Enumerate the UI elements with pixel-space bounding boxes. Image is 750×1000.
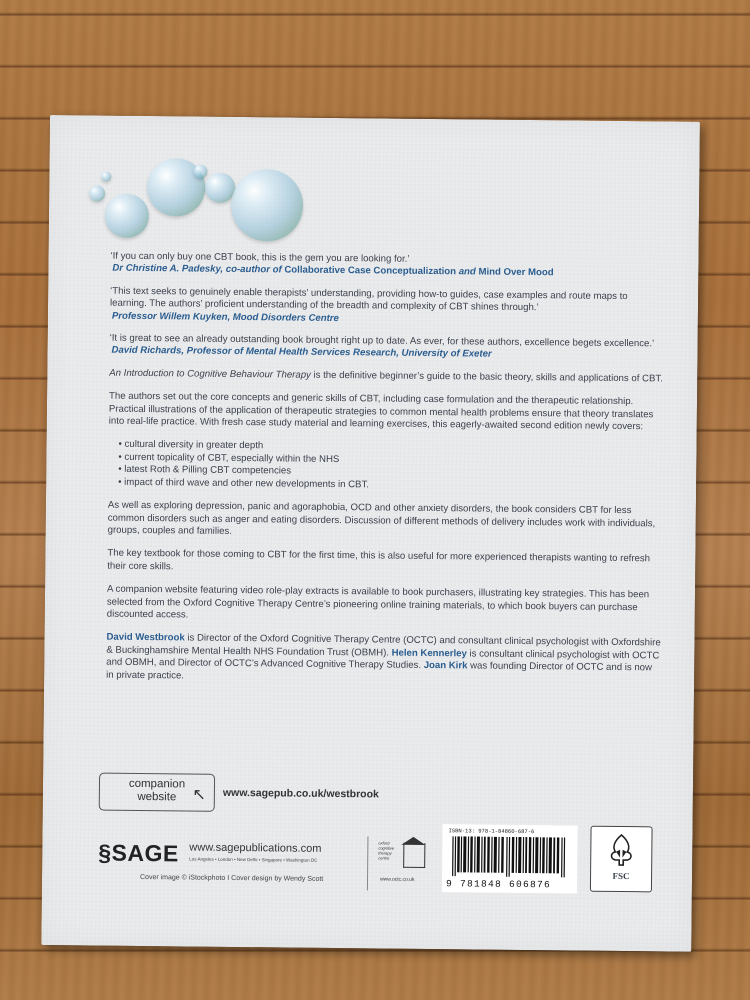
companion-label: companion	[128, 777, 186, 791]
list-item: • cultural diversity in greater depth	[118, 439, 663, 457]
barcode-bars	[450, 836, 570, 877]
bio-text: is consultant clinical psychologist with OCTC and OBMH, and Director of OCTC’s Advanced Cognitive Therapy Studies.	[106, 648, 660, 672]
quote-text: ‘It is great to see an already outstanding book brought right up to date. As ever, for these authors, excellence begets excellence.’	[109, 332, 655, 350]
bubble	[89, 185, 105, 201]
bubbles-illustration	[89, 135, 320, 247]
bubble	[193, 165, 207, 179]
publisher-cities: Los Angeles • London • New Delhi • Singapore • Washington DC	[189, 856, 318, 863]
intro-paragraph	[109, 367, 664, 385]
bubble	[105, 194, 149, 238]
review-quote	[109, 333, 664, 364]
building-icon	[403, 843, 425, 868]
quote-text: ‘If you can only buy one CBT book, this is the gem you are looking for.’	[110, 250, 410, 265]
and-text: and	[458, 266, 476, 278]
companion-url: www.sagepub.co.uk/westbrook	[222, 786, 379, 801]
description-paragraph: The key textbook for those coming to CBT for the first time, this is also useful for more experienced therapists wanting to refresh their core skills.	[107, 547, 651, 573]
book-title: Mind Over Mood	[478, 266, 554, 279]
blurb	[106, 251, 666, 699]
review-quote	[110, 251, 665, 282]
book-title: Collaborative Case Conceptualization	[284, 264, 457, 278]
cover-credit: Cover image © iStockphoto I Cover design by Wendy Scott	[139, 873, 324, 883]
book-back-cover	[41, 115, 700, 952]
companion-label: website	[137, 790, 177, 804]
author-name: Helen Kennerley	[391, 647, 467, 660]
barcode	[442, 824, 578, 893]
author-name: David Westbrook	[106, 631, 185, 644]
author-name: Joan Kirk	[423, 660, 468, 672]
quote-attribution: David Richards, Professor of Mental Health Services Research, University of Exeter	[111, 345, 492, 361]
sage-logo-text: SAGE	[111, 839, 179, 867]
list-item: • current topicality of CBT, especially within the NHS	[118, 452, 663, 470]
ean-number: 9 781848 606876	[445, 878, 552, 891]
quote-author: Dr Christine A. Padesky, co-author of	[112, 263, 282, 276]
coverage-list	[108, 439, 663, 494]
description-paragraph: As well as exploring depression, panic and agoraphobia, OCD and other anxiety disorders, the book considers CBT for less common disorders such as anger and eating disorders. Discussion of different methods of delivery includes work with individuals, groups, couples and families.	[107, 499, 656, 537]
cursor-icon: ↖	[192, 786, 206, 804]
sage-logo: §SAGE	[98, 839, 179, 867]
intro-text: is the definitive beginner’s guide to the basic theory, skills and applications of CBT.	[310, 369, 663, 385]
book-title: An Introduction to Cognitive Behaviour Therapy	[109, 367, 311, 381]
author-bio	[106, 632, 661, 687]
tree-icon	[606, 833, 636, 867]
isbn: ISBN-13: 978-1-84860-687-6	[448, 827, 535, 836]
publisher-url: www.sagepublications.com	[189, 841, 322, 855]
octc-logo	[367, 836, 431, 891]
list-item: • latest Roth & Pilling CBT competencies	[118, 464, 663, 482]
list-item: • impact of third wave and other new developments in CBT.	[118, 476, 663, 494]
fsc-logo	[590, 826, 653, 893]
octc-logo-text: oxford cognitive therapy centre	[378, 840, 395, 861]
bubble	[101, 172, 111, 182]
quote-attribution: Professor Willem Kuyken, Mood Disorders Centre	[111, 310, 339, 324]
bio-text: is Director of the Oxford Cognitive Therapy Centre (OCTC) and consultant clinical psychologist with Oxfordshire & Buckinghamshire Mental Health NHS Foundation Trust (OBMH).	[106, 632, 661, 659]
companion-website-badge	[99, 773, 215, 812]
fsc-label: FSC	[612, 870, 630, 882]
description-paragraph: A companion website featuring video role-play extracts is available to book purchasers, illustrating key strategies. This has been selected from the Oxford Cognitive Therapy Centre’s pioneering online training materials, to which book buyers can purchase discounted access.	[106, 583, 650, 621]
octc-url: www.octc.co.uk	[379, 876, 415, 883]
quote-text: ‘This text seeks to genuinely enable therapists’ understanding, providing how-to guides, case examples and route maps to learning. The authors’ proficient understanding of the breadth and complexity of CBT shines through.’	[109, 285, 628, 314]
description-paragraph: The authors set out the core concepts and generic skills of CBT, including case formulation and the therapeutic relationship. Practical illustrations of the application of therapeutic strategies to common mental health problems ensure that theory translates into real-life practice. With fresh case study material and learning exercises, this eagerly-awaited second edition newly covers:	[108, 390, 654, 433]
bubble	[231, 169, 304, 242]
bio-text: was founding Director of OCTC and is now in private practice.	[106, 660, 653, 681]
review-quote	[110, 285, 665, 328]
